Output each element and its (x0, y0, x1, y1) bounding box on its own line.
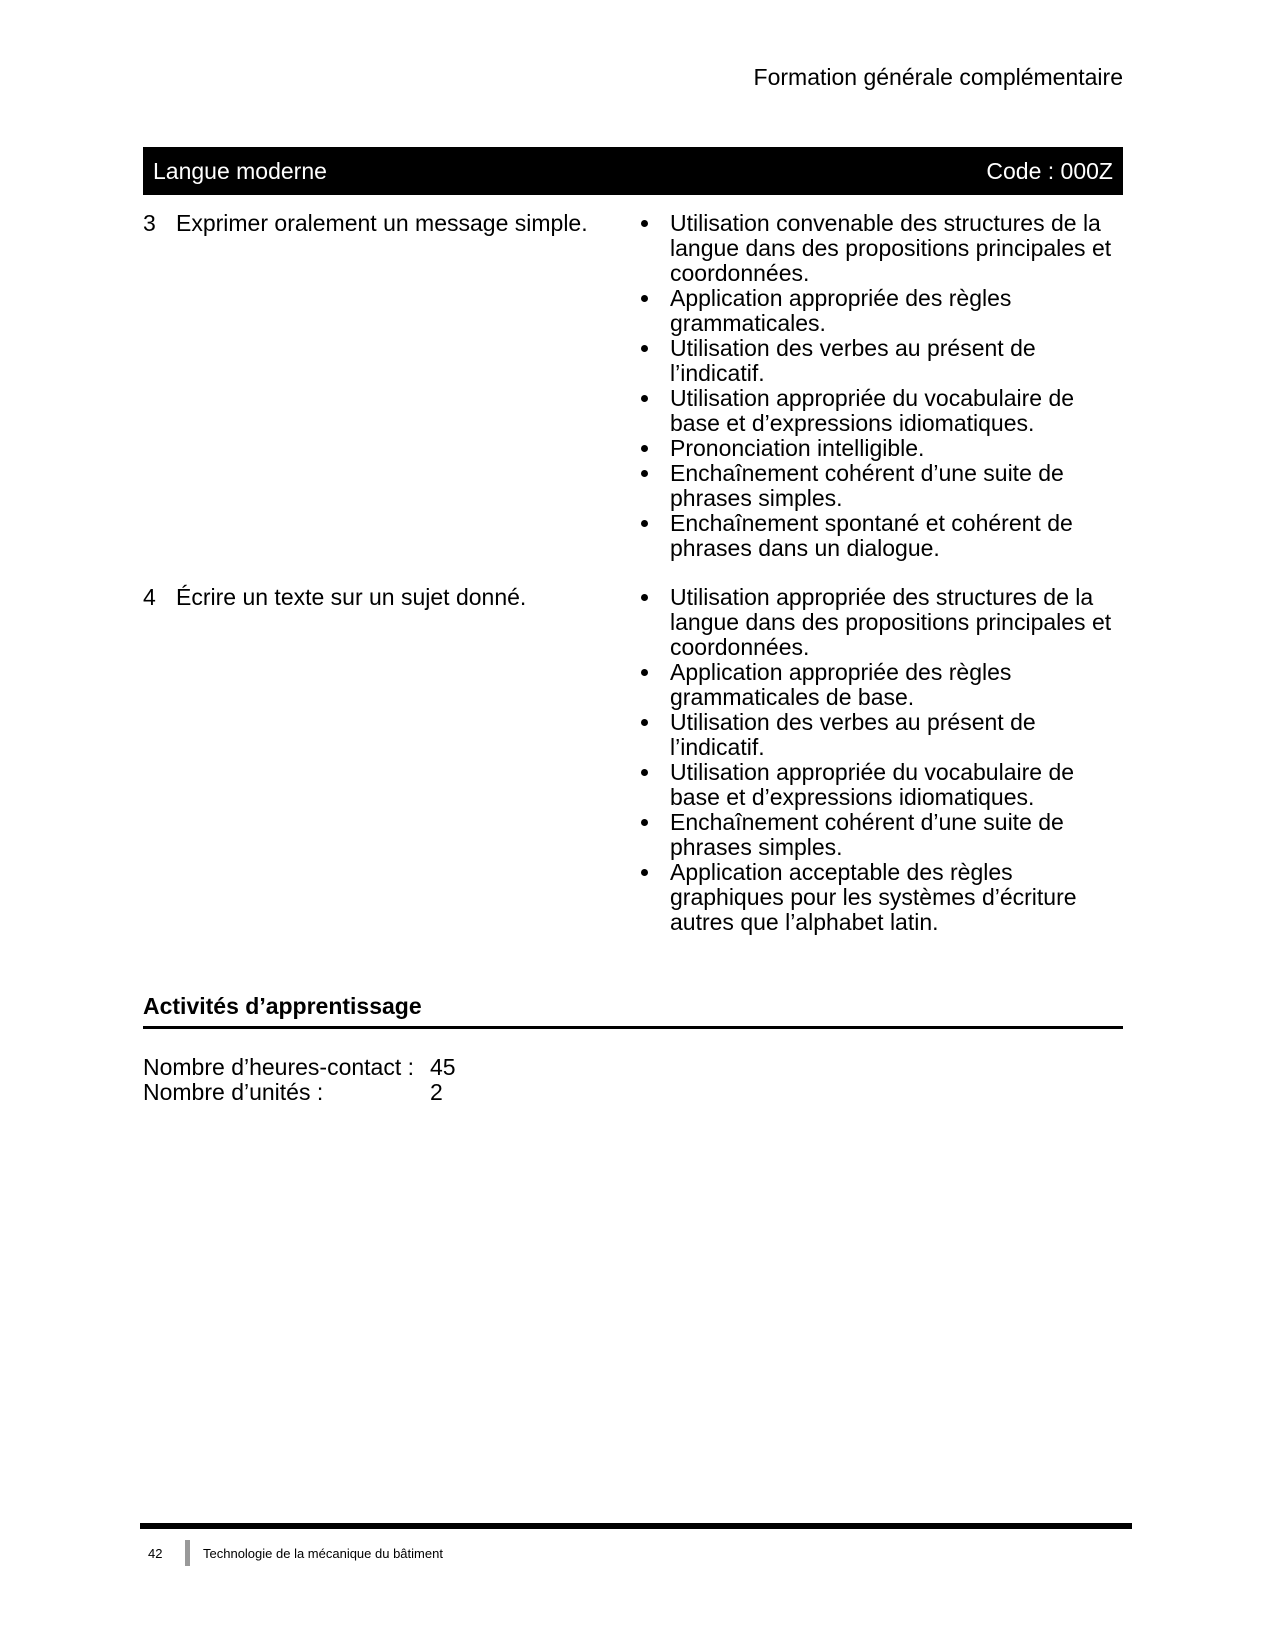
course-title-bar (143, 147, 1123, 195)
criteria-item: • Utilisation convenable des structures de la langue dans des propositions principales et coordonnées. (662, 211, 1123, 286)
criteria-item: • Enchaînement cohérent d’une suite de phrases simples. (662, 810, 1123, 860)
activities-row-value: 45 (430, 1054, 456, 1080)
activities-rows (143, 1055, 1123, 1105)
criteria-item: • Prononciation intelligible. (662, 436, 1123, 461)
criteria-item: • Enchaînement cohérent d’une suite de phrases simples. (662, 461, 1123, 511)
page-footer (140, 1523, 1132, 1566)
footer-document-title: Technologie de la mécanique du bâtiment (203, 1545, 443, 1561)
criteria-item: • Utilisation des verbes au présent de l’indicatif. (662, 336, 1123, 386)
objective-number: 4 (143, 584, 156, 610)
criteria-item: • Application appropriée des règles grammaticales de base. (662, 660, 1123, 710)
objective-statement: Exprimer oralement un message simple. (176, 210, 588, 236)
criteria-item: • Enchaînement spontané et cohérent de phrases dans un dialogue. (662, 511, 1123, 561)
criteria-list (638, 585, 1123, 935)
course-title: Langue moderne (153, 157, 327, 184)
criteria-item: • Utilisation des verbes au présent de l’indicatif. (662, 710, 1123, 760)
activities-row (143, 1055, 1123, 1080)
criteria-list (638, 211, 1123, 561)
footer-line (140, 1540, 1132, 1566)
objective-number: 3 (143, 210, 156, 236)
section-rule (143, 1026, 1123, 1029)
objective-row-3 (143, 211, 1123, 561)
criteria-item: • Application acceptable des règles graphiques pour les systèmes d’écriture autres que l’alphabet latin. (662, 860, 1123, 935)
activities-row-label: Nombre d’heures-contact : (143, 1054, 415, 1080)
running-header: Formation générale complémentaire (753, 64, 1123, 90)
objectives-list (143, 211, 1123, 935)
page-number: 42 (148, 1545, 163, 1561)
objective-criteria-block (638, 585, 1123, 935)
section-heading: Activités d’apprentissage (143, 993, 422, 1019)
objective-statement-block (143, 585, 638, 935)
course-code: Code : 000Z (986, 157, 1113, 184)
criteria-item: • Utilisation appropriée du vocabulaire de base et d’expressions idiomatiques. (662, 760, 1123, 810)
objective-row-4 (143, 585, 1123, 935)
page-content (143, 0, 1123, 1105)
criteria-item: • Application appropriée des règles grammaticales. (662, 286, 1123, 336)
learning-activities-section (143, 993, 1123, 1105)
objective-statement: Écrire un texte sur un sujet donné. (176, 584, 527, 610)
activities-row-label: Nombre d’unités : (143, 1079, 324, 1105)
criteria-item: • Utilisation appropriée des structures de la langue dans des propositions principales et coordonnées. (662, 585, 1123, 660)
activities-row-value: 2 (430, 1079, 443, 1105)
objective-criteria-block (638, 211, 1123, 561)
objective-statement-block (143, 211, 638, 561)
criteria-item: • Utilisation appropriée du vocabulaire de base et d’expressions idiomatiques. (662, 386, 1123, 436)
activities-row (143, 1080, 1123, 1105)
footer-rule (140, 1523, 1132, 1529)
footer-divider (185, 1540, 190, 1566)
